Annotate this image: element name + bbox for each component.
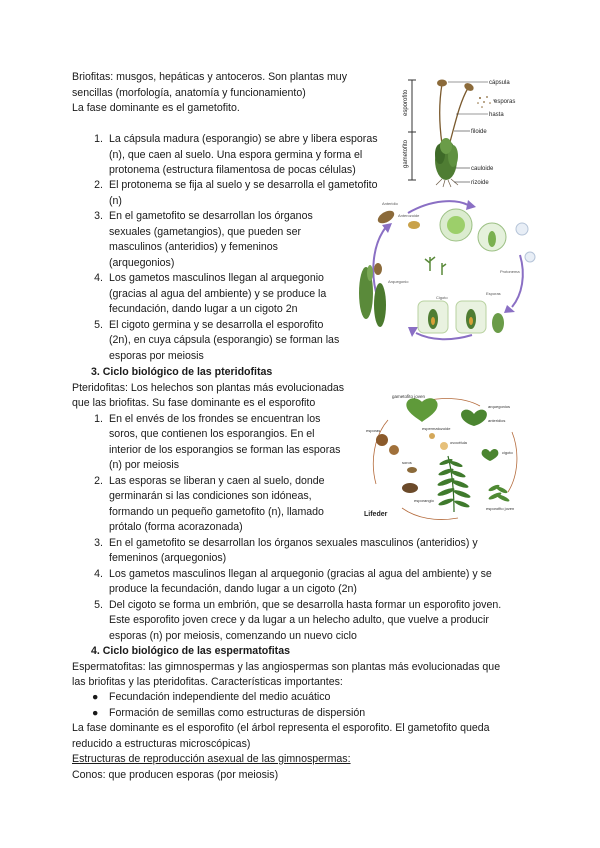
fern-label-esporas: esporas [366,428,381,433]
moss-label-esporas: esporas [494,99,516,105]
espermatofitas-intro-line-1: Espermatofitas: las gimnospermas y las angiospermas son plantas más evolucionadas que [72,661,501,673]
espermatofitas-after-line-2: reducido a estructuras microscópicas) [72,738,251,750]
briofitas-intro-line-3: La fase dominante es el gametofito. [72,102,240,114]
briofitas-intro-line-1: Briofitas: musgos, hepáticas y antoceros. Son plantas muy [72,71,347,83]
fern-label-anteridios: anteridios [488,418,506,423]
cycle-label-arquegonio: Arquegonio [388,279,409,284]
moss-label-hasta: hasta [489,112,504,118]
cycle-label-protonema: Protonema [500,269,520,274]
espermatofitas-heading: 4. Ciclo biológico de las espermatofitas [91,645,290,657]
espermatofitas-after-line-1: La fase dominante es el esporofito (el árbol representa el esporofito. El gametofito queda [72,722,490,734]
pteridofitas-intro-line-2: que las briofitas. Su fase dominante es el esporofito [72,397,316,409]
moss-label-gametofito: gametofito [403,139,409,168]
capsule-shape [437,80,447,87]
fern-label-esporangio: esporangio [414,498,434,503]
moss-label-capsula: cápsula [489,80,510,86]
fern-diagram-brand: Lifeder [364,511,388,518]
moss-label-cauloide: cauloide [471,166,494,172]
briofitas-intro-line-2: sencillas (morfología, anatomía y funcionamiento) [72,87,306,99]
fern-life-cycle-diagram [362,392,532,524]
espermatofitas-intro-line-2: las briofitas y las pteridofitas. Características importantes: [72,676,343,688]
fern-label-esporofito-joven: esporofito joven [486,506,515,511]
espermatofitas-conos: Conos: que producen esporas (por meiosis) [72,769,279,781]
moss-label-esporofito: esporofito [403,89,409,116]
cycle-label-anteridio: Anteridio [382,201,398,206]
cycle-label-esporas: Esporas [486,291,501,296]
cycle-label-cigoto: Cigoto [436,295,448,300]
pteridofitas-heading: 3. Ciclo biológico de las pteridofitas [91,366,273,378]
espermatofitas-subheading: Estructuras de reproducción asexual de las gimnospermas: [72,753,351,765]
fern-label-gametofito-joven: gametofito joven [392,394,426,399]
cycle-label-anterozoide: Anterozoide [398,213,420,218]
pteridofitas-intro-line-1: Pteridofitas: Los helechos son plantas más evolucionadas [72,382,345,394]
moss-label-filoide: filoide [471,129,487,135]
moss-life-cycle-diagram [352,195,542,347]
fern-label-espermatozoide: espermatozoide [422,426,451,431]
fern-label-soros: soros [402,460,412,465]
fern-label-cigoto: cigoto [502,450,513,455]
fern-label-ovocelula: ovocélula [450,440,467,445]
fern-label-arquegonios: arquegonios [488,404,511,409]
moss-anatomy-diagram [398,76,528,188]
moss-label-rizoide: rizoide [471,180,489,186]
